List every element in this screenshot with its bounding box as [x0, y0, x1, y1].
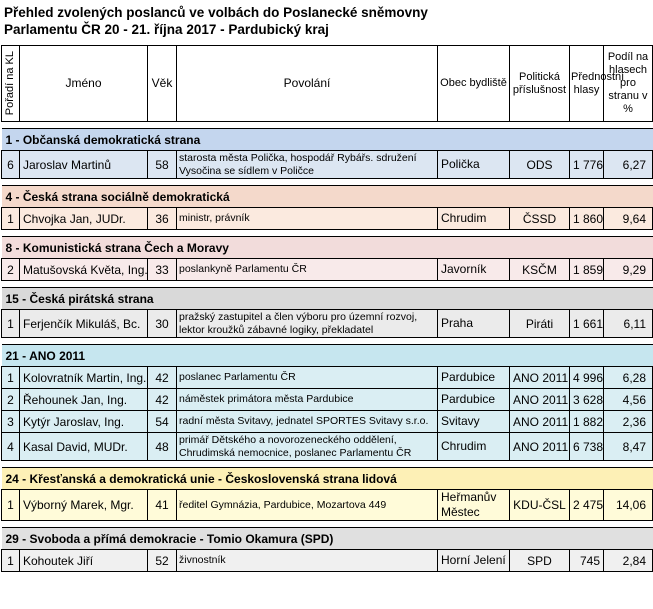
share-cell: 8,47: [604, 433, 653, 461]
party-header-row: [2, 288, 653, 310]
col-header-affiliation: Politická příslušnost: [510, 46, 570, 122]
votes-cell: 1 882: [570, 411, 604, 433]
occupation-line-1: ředitel Gymnázia, Pardubice, Mozartova 449: [179, 498, 387, 511]
occupation-cell: [177, 550, 438, 572]
party-name: 24 - Křesťanská a demokratická unie - Československá strana lidová: [2, 468, 653, 490]
municipality-line-1: Praha: [441, 316, 474, 330]
col-header-name: Jméno: [20, 46, 148, 122]
occupation-cell: [177, 208, 438, 230]
gap-cell: [2, 281, 653, 288]
votes-cell: 1 776: [570, 151, 604, 179]
section-gap: [2, 179, 653, 186]
name-cell: Ferjenčík Mikuláš, Bc.: [20, 310, 148, 338]
name-cell: Výborný Marek, Mgr.: [20, 490, 148, 521]
elected-deputies-table: [1, 45, 653, 572]
party-name: 21 - ANO 2011: [2, 345, 653, 367]
occupation-line-1: ministr, právník: [179, 212, 250, 224]
occupation-cell: [177, 367, 438, 389]
municipality-cell: [438, 550, 510, 572]
name-cell: Chvojka Jan, JUDr.: [20, 208, 148, 230]
affiliation-cell: ANO 2011: [510, 389, 570, 411]
name-cell: Matušovská Květa, Ing.: [20, 259, 148, 281]
table-row: [2, 151, 653, 179]
rank-cell: 1: [2, 208, 20, 230]
municipality-cell: [438, 259, 510, 281]
share-cell: 6,27: [604, 151, 653, 179]
age-cell: 36: [148, 208, 177, 230]
occupation-cell: [177, 259, 438, 281]
municipality-line-1: Chrudim: [441, 211, 487, 225]
municipality-cell: [438, 490, 510, 521]
municipality-cell: [438, 433, 510, 461]
occupation-line-1: živnostník: [179, 554, 226, 566]
municipality-cell: [438, 208, 510, 230]
age-cell: 41: [148, 490, 177, 521]
gap-cell: [2, 122, 653, 129]
party-header-row: [2, 129, 653, 151]
occupation-line-2: Chrudimská nemocnice, poslanec Parlamentu ČR: [179, 446, 412, 459]
occupation-line-1: starosta města Polička, hospodář Rybářs. sdružení: [179, 151, 417, 164]
share-cell: 4,56: [604, 389, 653, 411]
party-header-row: [2, 237, 653, 259]
table-row: [2, 389, 653, 411]
rank-cell: 1: [2, 367, 20, 389]
age-cell: 58: [148, 151, 177, 179]
occupation-line-1: pražský zastupitel a člen výboru pro územní rozvoj,: [179, 310, 418, 323]
gap-cell: [2, 179, 653, 186]
municipality-line-1: Chrudim: [441, 439, 487, 453]
table-row: [2, 259, 653, 281]
rank-cell: 2: [2, 259, 20, 281]
occupation-line-1: náměstek primátora města Pardubice: [179, 393, 354, 405]
section-gap: [2, 461, 653, 468]
occupation-line-2: Vysočina se sídlem v Poličce: [179, 164, 314, 177]
party-name: 29 - Svoboda a přímá demokracie - Tomio Okamura (SPD): [2, 528, 653, 550]
section-gap: [2, 281, 653, 288]
share-cell: 6,28: [604, 367, 653, 389]
affiliation-cell: ODS: [510, 151, 570, 179]
affiliation-cell: KDU-ČSL: [510, 490, 570, 521]
section-gap: [2, 230, 653, 237]
rank-cell: 3: [2, 411, 20, 433]
affiliation-cell: SPD: [510, 550, 570, 572]
occupation-cell: [177, 151, 438, 179]
age-cell: 42: [148, 389, 177, 411]
age-cell: 30: [148, 310, 177, 338]
votes-cell: 6 738: [570, 433, 604, 461]
votes-cell: 3 628: [570, 389, 604, 411]
occupation-line-1: primář Dětského a novorozeneckého oddělení,: [179, 433, 397, 446]
votes-cell: 4 996: [570, 367, 604, 389]
municipality-line-1: Pardubice: [441, 370, 496, 384]
municipality-line-1: Polička: [441, 157, 480, 171]
municipality-cell: [438, 151, 510, 179]
occupation-cell: [177, 310, 438, 338]
votes-cell: 745: [570, 550, 604, 572]
party-name: 4 - Česká strana sociálně demokratická: [2, 186, 653, 208]
name-cell: Kohoutek Jiří: [20, 550, 148, 572]
share-cell: 6,11: [604, 310, 653, 338]
municipality-line-1: Heřmanův: [441, 490, 497, 504]
share-cell: 2,84: [604, 550, 653, 572]
occupation-line-1: poslankyně Parlamentu ČR: [179, 263, 307, 275]
title-line-1: Přehled zvolených poslanců ve volbách do Poslanecké sněmovny: [4, 5, 428, 20]
col-header-votes: Přednostní hlasy: [570, 46, 604, 122]
age-cell: 54: [148, 411, 177, 433]
municipality-cell: [438, 389, 510, 411]
votes-cell: 1 859: [570, 259, 604, 281]
rank-cell: 1: [2, 550, 20, 572]
share-cell: 14,06: [604, 490, 653, 521]
occupation-line-1: poslanec Parlamentu ČR: [179, 371, 296, 383]
municipality-line-1: Svitavy: [441, 414, 480, 428]
municipality-cell: [438, 367, 510, 389]
table-row: [2, 208, 653, 230]
occupation-cell: [177, 411, 438, 433]
occupation-cell: [177, 490, 438, 521]
col-header-rank: Pořadí na KL: [2, 46, 20, 122]
affiliation-cell: ANO 2011: [510, 367, 570, 389]
party-header-row: [2, 186, 653, 208]
table-row: [2, 367, 653, 389]
party-header-row: [2, 345, 653, 367]
name-cell: Řehounek Jan, Ing.: [20, 389, 148, 411]
table-row: [2, 433, 653, 461]
occupation-line-1: radní města Svitavy, jednatel SPORTES Svitavy s.r.o.: [179, 415, 429, 427]
title-line-2: Parlamentu ČR 20 - 21. října 2017 - Pardubický kraj: [4, 22, 329, 37]
rank-cell: 1: [2, 310, 20, 338]
party-name: 15 - Česká pirátská strana: [2, 288, 653, 310]
table-row: [2, 550, 653, 572]
party-name: 1 - Občanská demokratická strana: [2, 129, 653, 151]
municipality-line-1: Pardubice: [441, 392, 496, 406]
municipality-cell: [438, 411, 510, 433]
rank-cell: 2: [2, 389, 20, 411]
municipality-line-1: Javorník: [441, 262, 487, 276]
section-gap: [2, 338, 653, 345]
col-header-share: Podíl na hlasech pro stranu v %: [604, 46, 653, 122]
share-cell: 9,64: [604, 208, 653, 230]
col-header-municipality: Obec bydliště: [438, 46, 510, 122]
age-cell: 52: [148, 550, 177, 572]
gap-cell: [2, 338, 653, 345]
name-cell: Kasal David, MUDr.: [20, 433, 148, 461]
rank-cell: 1: [2, 490, 20, 521]
gap-cell: [2, 461, 653, 468]
rank-cell: 6: [2, 151, 20, 179]
share-cell: 2,36: [604, 411, 653, 433]
name-cell: Jaroslav Martinů: [20, 151, 148, 179]
document-title: [4, 4, 644, 38]
table-row: [2, 310, 653, 338]
occupation-line-2: lektor kroužků zábavné logiky, překladatel: [179, 323, 374, 336]
section-gap: [2, 122, 653, 129]
header-row: [2, 46, 653, 122]
affiliation-cell: ČSSD: [510, 208, 570, 230]
name-cell: Kytýr Jaroslav, Ing.: [20, 411, 148, 433]
party-name: 8 - Komunistická strana Čech a Moravy: [2, 237, 653, 259]
affiliation-cell: Piráti: [510, 310, 570, 338]
affiliation-cell: ANO 2011: [510, 433, 570, 461]
section-gap: [2, 521, 653, 528]
affiliation-cell: ANO 2011: [510, 411, 570, 433]
municipality-cell: [438, 310, 510, 338]
municipality-line-2: Městec: [441, 505, 480, 519]
occupation-cell: [177, 389, 438, 411]
share-cell: 9,29: [604, 259, 653, 281]
votes-cell: 1 661: [570, 310, 604, 338]
votes-cell: 2 475: [570, 490, 604, 521]
occupation-cell: [177, 433, 438, 461]
rank-cell: 4: [2, 433, 20, 461]
party-header-row: [2, 468, 653, 490]
col-header-occupation: Povolání: [177, 46, 438, 122]
gap-cell: [2, 521, 653, 528]
party-header-row: [2, 528, 653, 550]
name-cell: Kolovratník Martin, Ing.: [20, 367, 148, 389]
table-row: [2, 490, 653, 521]
age-cell: 48: [148, 433, 177, 461]
table-row: [2, 411, 653, 433]
municipality-line-1: Horní Jelení: [441, 553, 506, 567]
age-cell: 42: [148, 367, 177, 389]
age-cell: 33: [148, 259, 177, 281]
gap-cell: [2, 230, 653, 237]
col-header-age: Věk: [148, 46, 177, 122]
votes-cell: 1 860: [570, 208, 604, 230]
affiliation-cell: KSČM: [510, 259, 570, 281]
